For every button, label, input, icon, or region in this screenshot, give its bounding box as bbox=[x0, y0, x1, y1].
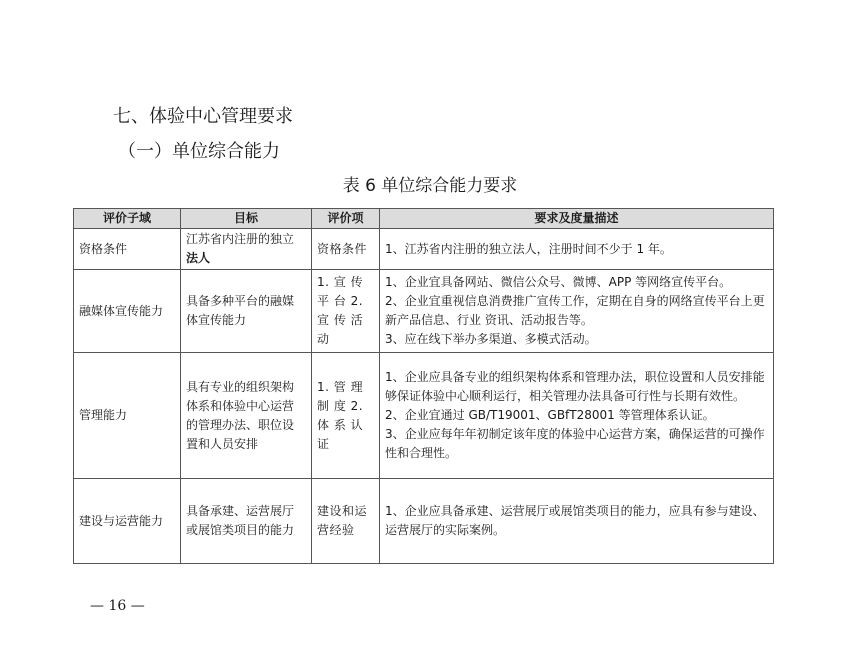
section-title: 七、体验中心管理要求 bbox=[113, 106, 293, 127]
cell-goal bbox=[181, 353, 312, 479]
requirements-table bbox=[73, 208, 774, 564]
cell-desc bbox=[380, 353, 774, 479]
table-row bbox=[74, 270, 774, 353]
goal-line: 具备承建、运营展厅 bbox=[186, 504, 295, 518]
goal-line: 的管理办法、职位设 bbox=[186, 417, 295, 432]
goal-line: 法人 bbox=[186, 251, 211, 265]
cell-item: 建设和运营经验 bbox=[312, 479, 380, 564]
cell-domain: 建设与运营能力 bbox=[74, 479, 181, 564]
table-row bbox=[74, 229, 774, 270]
cell-goal bbox=[181, 479, 312, 564]
desc-line: 1、企业应具备承建、运营展厅或展馆类项目的能力，应具有参与建设、运营展厅的实际案例。 bbox=[385, 504, 765, 537]
cell-desc bbox=[380, 479, 774, 564]
goal-line: 江苏省内注册的独立 bbox=[186, 232, 295, 246]
desc-line: 3、应在线下举办多渠道、多模式活动。 bbox=[385, 332, 597, 346]
table-row bbox=[74, 353, 774, 479]
desc-line: 1、企业宜具备网站、微信公众号、微博、APP 等网络宣传平台。 bbox=[385, 275, 732, 289]
header-desc: 要求及度量描述 bbox=[380, 209, 774, 229]
header-item: 评价项 bbox=[312, 209, 380, 229]
goal-line: 或展馆类项目的能力 bbox=[186, 523, 295, 537]
cell-domain: 融媒体宣传能力 bbox=[74, 270, 181, 353]
table-caption: 表 6 单位综合能力要求 bbox=[342, 176, 518, 196]
cell-goal bbox=[181, 229, 312, 270]
goal-line: 体系和体验中心运营 bbox=[186, 398, 295, 413]
table-row bbox=[74, 479, 774, 564]
cell-item: 1. 管 理 制 度 2. 体 系 认证 bbox=[312, 353, 380, 479]
cell-goal bbox=[181, 270, 312, 353]
cell-item: 资格条件 bbox=[312, 229, 380, 270]
header-domain: 评价子域 bbox=[74, 209, 181, 229]
goal-line: 置和人员安排 bbox=[186, 436, 259, 451]
header-goal: 目标 bbox=[181, 209, 312, 229]
table-header-row bbox=[74, 209, 774, 229]
cell-item: 1. 宣 传 平 台 2. 宣 传 活动 bbox=[312, 270, 380, 353]
goal-line: 体宣传能力 bbox=[186, 313, 247, 327]
page-number: — 16 — bbox=[90, 598, 145, 614]
desc-line: 3、企业应每年年初制定该年度的体验中心运营方案，确保运营的可操作性和合理性。 bbox=[385, 427, 765, 460]
desc-line: 1、企业应具备专业的组织架构体系和管理办法，职位设置和人员安排能够保证体验中心顺利运行，相关管理办法具备可行性与长期有效性。 bbox=[385, 370, 765, 403]
cell-desc bbox=[380, 270, 774, 353]
desc-line: 2、企业宜通过 GB/T19001、GBfT28001 等管理体系认证。 bbox=[385, 408, 715, 422]
goal-line: 具有专业的组织架构 bbox=[186, 379, 295, 394]
cell-domain: 资格条件 bbox=[74, 229, 181, 270]
cell-desc bbox=[380, 229, 774, 270]
desc-line: 1、江苏省内注册的独立法人，注册时间不少于 1 年。 bbox=[385, 241, 672, 256]
desc-line: 2、企业宜重视信息消费推广宣传工作，定期在自身的网络宣传平台上更新产品信息、行业 资讯、活动报告等。 bbox=[385, 294, 765, 327]
goal-line: 具备多种平台的融媒 bbox=[186, 294, 295, 308]
cell-domain: 管理能力 bbox=[74, 353, 181, 479]
subsection-title: （一）单位综合能力 bbox=[118, 141, 280, 162]
